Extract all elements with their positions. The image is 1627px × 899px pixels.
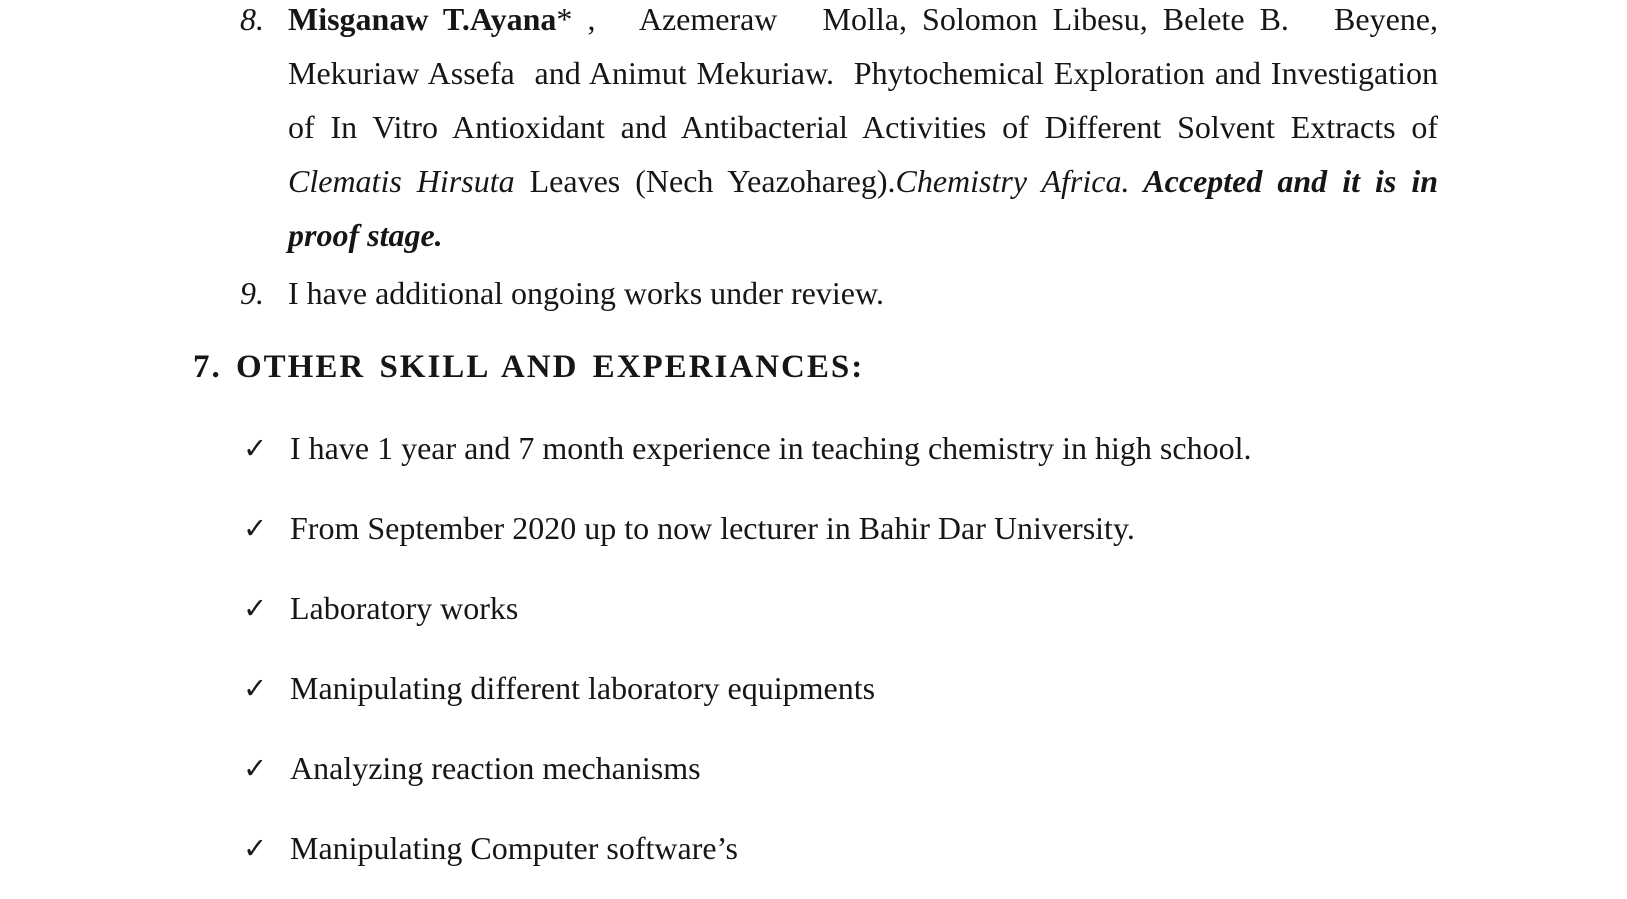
citation-line-3: of In Vitro Antioxidant and Antibacterial Activities of Different Solvent Extracts of <box>288 109 1438 145</box>
checkmark-icon: ✓ <box>243 831 268 865</box>
author-asterisk-mark: * , <box>556 1 596 37</box>
skill-item <box>243 661 1627 715</box>
skill-item <box>243 741 1627 795</box>
publication-number: 9. <box>240 275 264 311</box>
citation-middle-text: Leaves (Nech Yeazohareg). <box>514 163 896 199</box>
skill-text: Analyzing reaction mechanisms <box>290 750 701 786</box>
skill-item <box>243 421 1627 475</box>
publication-item-9 <box>0 266 1627 320</box>
skill-item <box>243 821 1627 875</box>
skill-item <box>243 501 1627 555</box>
citation-line-2: Mekuriaw Assefa and Animut Mekuriaw. Phytochemical Exploration and Investigation <box>288 55 1438 91</box>
publication-number: 8. <box>240 1 264 37</box>
skill-text: From September 2020 up to now lecturer in Bahir Dar University. <box>290 510 1135 546</box>
checkmark-icon: ✓ <box>243 511 268 545</box>
species-name-italic: Clematis Hirsuta <box>288 163 515 199</box>
checkmark-icon: ✓ <box>243 751 268 785</box>
checkmark-icon: ✓ <box>243 431 268 465</box>
citation-line-4 <box>288 154 1438 208</box>
author-name-bold: Misganaw T.Ayana <box>288 1 557 37</box>
checkmark-icon: ✓ <box>243 591 268 625</box>
citation-line-5: proof stage. <box>288 217 443 253</box>
checkmark-icon: ✓ <box>243 671 268 705</box>
skill-text: Manipulating Computer software’s <box>290 830 738 866</box>
skill-item <box>243 581 1627 635</box>
section-heading-other-skills: 7. OTHER SKILL AND EXPERIANCES: <box>193 349 865 385</box>
publication-item-8 <box>0 0 1627 262</box>
skill-text: I have 1 year and 7 month experience in teaching chemistry in high school. <box>290 430 1252 466</box>
citation-line-1 <box>288 0 1438 46</box>
journal-name-italic: Chemistry Africa. <box>895 163 1130 199</box>
coauthors-text: Azemeraw Molla, Solomon Libesu, Belete B. Beyene, <box>595 1 1439 37</box>
skills-list <box>0 421 1627 875</box>
skill-text: Manipulating different laboratory equipments <box>290 670 876 706</box>
skill-text: Laboratory works <box>290 590 519 626</box>
status-bold-italic: Accepted and it is in <box>1129 163 1439 199</box>
publication-note: I have additional ongoing works under review. <box>288 275 884 311</box>
publication-citation <box>288 0 1438 262</box>
